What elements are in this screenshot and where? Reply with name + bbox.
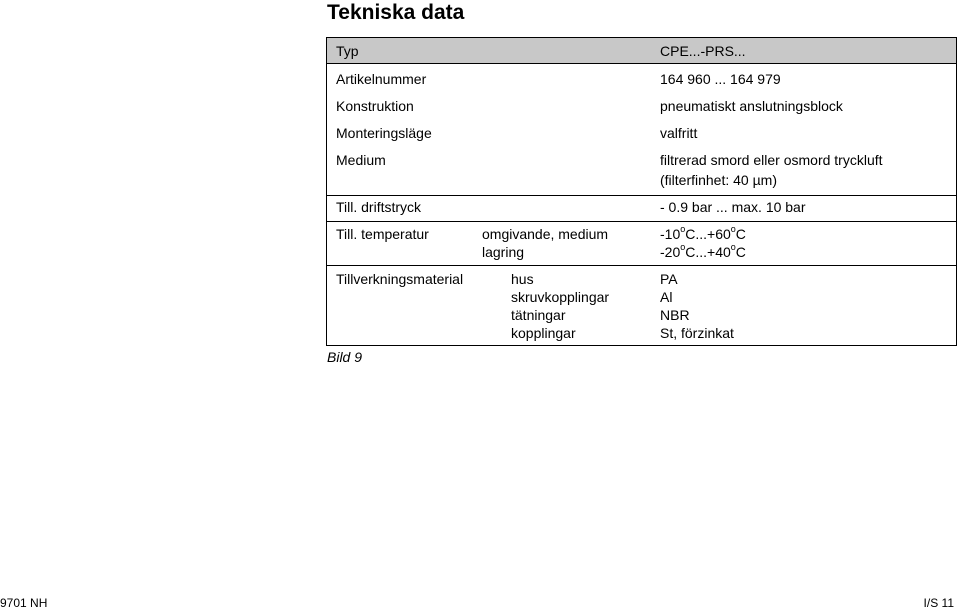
row-label-medium: Medium xyxy=(336,152,386,168)
row-divider xyxy=(327,265,956,266)
material-part: tätningar xyxy=(511,307,566,323)
material-values-list xyxy=(660,270,734,342)
row-value-monteringslage: valfritt xyxy=(660,125,698,141)
material-value: NBR xyxy=(660,307,690,323)
figure-caption: Bild 9 xyxy=(327,349,363,365)
row-label-temperatur: Till. temperatur xyxy=(336,226,429,242)
row-label-konstruktion: Konstruktion xyxy=(336,98,414,114)
material-value: PA xyxy=(660,271,678,287)
header-label: Typ xyxy=(336,43,359,59)
table-header-row xyxy=(326,37,957,64)
row-label-artikelnummer: Artikelnummer xyxy=(336,71,427,87)
material-parts-list xyxy=(511,270,609,342)
row-divider xyxy=(327,195,956,196)
row-value-konstruktion: pneumatiskt anslutningsblock xyxy=(660,98,843,114)
footer-left: 9701 NH xyxy=(0,596,48,610)
row-divider xyxy=(327,221,956,222)
temperatur-sub-omgivande: omgivande, medium xyxy=(482,226,609,242)
material-part: hus xyxy=(511,271,534,287)
row-label-monteringslage: Monteringsläge xyxy=(336,125,432,141)
page-title: Tekniska data xyxy=(327,1,465,24)
row-label-material: Tillverkningsmaterial xyxy=(336,271,464,287)
footer-right: I/S 11 xyxy=(923,596,954,610)
row-value-driftstryck: - 0.9 bar ... max. 10 bar xyxy=(660,199,806,215)
material-value: St, förzinkat xyxy=(660,325,734,341)
row-value-artikelnummer: 164 960 ... 164 979 xyxy=(660,71,781,87)
material-value: Al xyxy=(660,289,673,305)
row-label-driftstryck: Till. driftstryck xyxy=(336,199,422,215)
row-value-medium-line2: (filterfinhet: 40 µm) xyxy=(660,172,777,188)
temperatur-value-lagring: $-20^oC...+40^oC$ xyxy=(660,242,746,260)
row-value-medium-line1: filtrerad smord eller osmord tryckluft xyxy=(660,152,883,168)
header-value: CPE...-PRS... xyxy=(660,43,746,59)
material-part: kopplingar xyxy=(511,325,576,341)
material-part: skruvkopplingar xyxy=(511,289,610,305)
temperatur-value-omgivande: $-10^oC...+60^oC$ xyxy=(660,224,746,242)
temperatur-sub-lagring: lagring xyxy=(482,244,525,260)
